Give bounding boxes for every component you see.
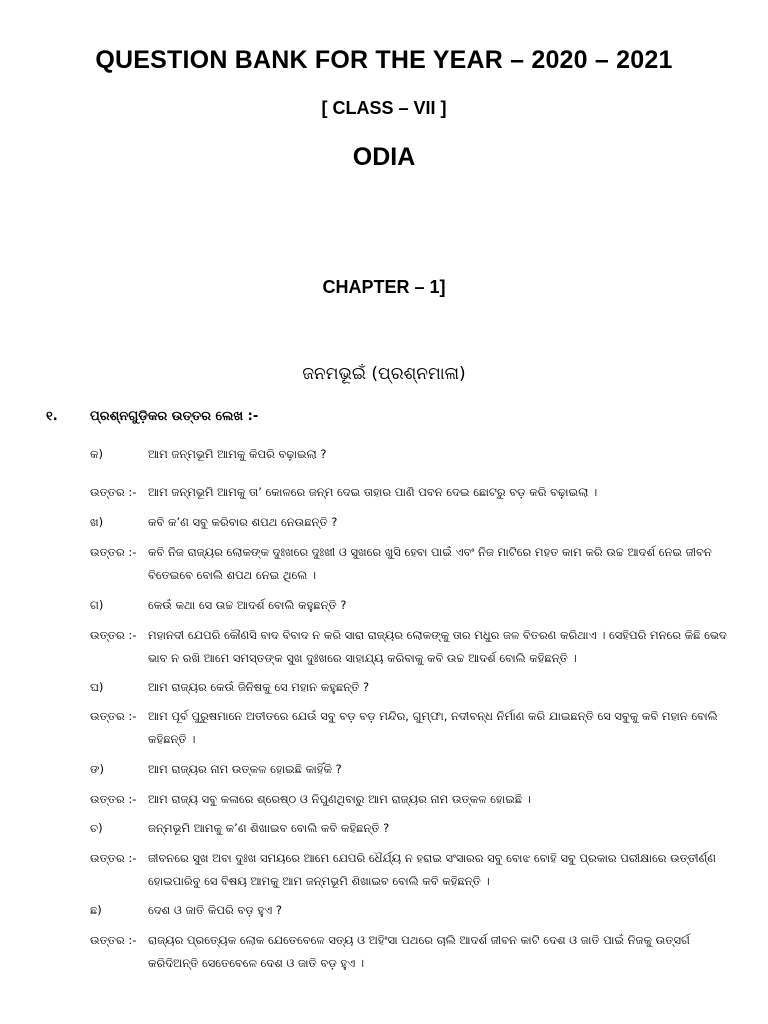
question-row <box>90 817 730 840</box>
row-text: କେଉଁ କଥା ସେ ଉଚ୍ଚ ଆଦର୍ଶ ବୋଲି କହୁଛନ୍ତି ? <box>148 598 347 612</box>
answer-row <box>90 624 730 670</box>
row-text: କବି କ’ଣ ସବୁ କରିବାର ଶପଥ ନେଉଛନ୍ତି ? <box>148 515 338 529</box>
answer-row <box>90 788 730 811</box>
row-label: ଗ) <box>90 598 104 612</box>
question-row <box>90 899 730 922</box>
row-label: ଘ) <box>90 680 104 694</box>
row-label: ଖ) <box>90 515 104 529</box>
row-text: ମହାନଦୀ ଯେପରି କୌଣସି ବାଦ ବିବାଦ ନ କରି ସାରା ରାଜ୍ୟର ଲୋକଙ୍କୁ ତାର ମଧୁର ଜଳ ବିତରଣ କରିଥାଏ । ସେହିପରି ମନରେ କିଛି ଭେଦ ଭାବ ନ ରଖି ଆମେ ସମସ୍ତଙ୍କ ସୁଖ ଦୁଃଖରେ ସାହାଯ୍ୟ କରିବାକୁ କବି ଉଚ୍ଚ ଆଦର୍ଶ ବୋଲି କହିଛନ୍ତି । <box>148 628 727 665</box>
row-text: ରାଜ୍ୟର ପ୍ରତ୍ୟେକ ଲୋକ ଯେତେବେଳେ ସତ୍ୟ ଓ ଅହିଂସା ପଥରେ ଚାଲି ଆଦର୍ଶ ଜୀବନ କାଟି ଦେଶ ଓ ଜାତି ପାଇଁ ନିଜକୁ ଉତ୍ସର୍ଗ କରିଦିଅନ୍ତି ସେତେବେଳେ ଦେଶ ଓ ଜାତି ବଡ଼ ହୁଏ । <box>148 933 690 970</box>
row-text: କବି ନିଜ ରାଜ୍ୟର ଲୋକଙ୍କ ଦୁଃଖରେ ଦୁଃଖୀ ଓ ସୁଖରେ ଖୁସି ହେବା ପାଇଁ ଏବଂ ନିଜ ମାଟିରେ ମହତ କାମ କରି ଉଚ୍ଚ ଆଦର୍ଶ ନେଇ ଜୀବନ ବିତେଇବେ ବୋଲି ଶପଥ ନେଇ ଥିଲେ । <box>148 545 712 582</box>
question-row <box>90 511 730 534</box>
row-label: ଉତ୍ତର :- <box>90 933 137 947</box>
row-label: ଉତ୍ତର :- <box>90 851 137 865</box>
row-text: ଆମ ଜନ୍ମଭୂମି ଆମକୁ କିପରି ବଢ଼ାଇଲା ? <box>148 447 327 461</box>
answer-row <box>90 705 730 751</box>
row-label: ଚ) <box>90 821 103 835</box>
row-text: ଦେଶ ଓ ଜାତି କିପରି ବଡ଼ ହୁଏ ? <box>148 903 282 917</box>
question-row <box>90 594 730 617</box>
answer-row <box>90 847 730 893</box>
question-number: ୧. <box>46 409 58 424</box>
page-title: QUESTION BANK FOR THE YEAR – 2020 – 2021 <box>95 46 673 74</box>
question-row <box>90 443 730 466</box>
answer-row <box>90 541 730 587</box>
row-label: କ) <box>90 447 103 461</box>
row-label: ଛ) <box>90 903 102 917</box>
row-text: ଆମ ରାଜ୍ୟର ନାମ ଉତ୍କଳ ହୋଇଛି କାହିଁକି ? <box>148 762 342 776</box>
row-text: ଆମ ପୂର୍ବ ପୁରୁଷମାନେ ଅତୀତରେ ଯେଉଁ ସବୁ ବଡ଼ ବଡ଼ ମନ୍ଦିର, ଗୁମ୍ଫା, ନଦୀବନ୍ଧ ନିର୍ମାଣ କରି ଯାଇଛନ୍ତି ସେ ସବୁକୁ କବି ମହାନ ବୋଲି କହିଛନ୍ତି । <box>148 709 718 746</box>
chapter-heading: CHAPTER – 1] <box>322 277 446 297</box>
row-label: ଉତ୍ତର :- <box>90 485 137 499</box>
row-text: ଆମ ରାଜ୍ୟର କେଉଁ ଜିନିଷକୁ ସେ ମହାନ କହୁଛନ୍ତି ? <box>148 680 370 694</box>
subject-heading: ODIA <box>352 143 416 171</box>
class-label: [ CLASS – VII ] <box>321 98 447 118</box>
answer-row <box>90 481 730 504</box>
question-row <box>90 758 730 781</box>
answer-row <box>90 929 730 975</box>
row-text: ଆମ ରାଜ୍ୟ ସବୁ କଳାରେ ଶ୍ରେଷ୍ଠ ଓ ନିପୁଣଥିବାରୁ ଆମ ରାଜ୍ୟର ନାମ ଉତ୍କଳ ହୋଇଛି । <box>148 792 531 806</box>
lesson-title: ଜନମଭୂଇଁ (ପ୍ରଶ୍ନମାଳା) <box>302 364 466 384</box>
row-label: ଉତ୍ତର :- <box>90 792 137 806</box>
question-instruction: ପ୍ରଶ୍ନଗୁଡ଼ିକର ଉତ୍ତର ଲେଖ :- <box>90 409 259 424</box>
row-label: ଙ) <box>90 762 105 776</box>
row-text: ଆମ ଜନ୍ମଭୂମି ଆମକୁ ତା’ କୋଳରେ ଜନ୍ମ ଦେଇ ତାହାର ପାଣି ପବନ ଦେଇ ଛୋଟରୁ ବଡ଼ କରି ବଢ଼ାଇଲା । <box>148 485 598 499</box>
row-label: ଉତ୍ତର :- <box>90 628 137 642</box>
row-text: ଜୀବନରେ ସୁଖ ଅବା ଦୁଃଖ ସମୟରେ ଆମେ ଯେପରି ଧୈର୍ଯ୍ୟ ନ ହରାଇ ସଂସାରର ସବୁ ବୋଝ ବୋହି ସବୁ ପ୍ରକାର ପରୀକ୍ଷାରେ ଉତ୍ତୀର୍ଣ୍ଣ ହୋଇପାରିବୁ ସେ ବିଷୟ ଆମକୁ ଆମ ଜନ୍ମଭୂମି ଶିଖାଇବ ବୋଲି କବି କହିଛନ୍ତି । <box>148 851 716 888</box>
row-text: ଜନ୍ମଭୂମି ଆମକୁ କ’ଣ ଶିଖାଇବ ବୋଲି କବି କହିଛନ୍ତି ? <box>148 821 390 835</box>
row-label: ଉତ୍ତର :- <box>90 709 137 723</box>
question-row <box>90 676 730 699</box>
row-label: ଉତ୍ତର :- <box>90 545 137 559</box>
